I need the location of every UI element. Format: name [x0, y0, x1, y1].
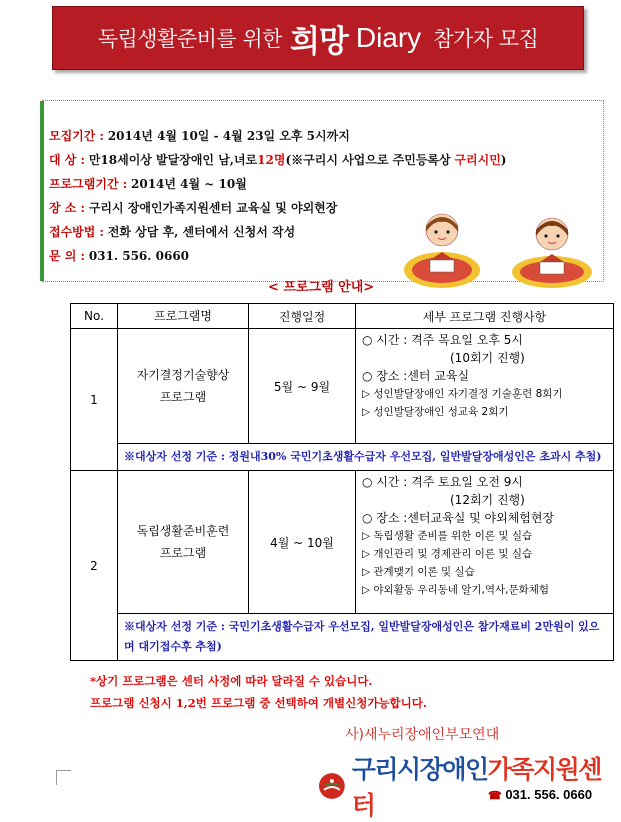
header-no: No. — [71, 304, 118, 329]
title-banner — [52, 6, 584, 70]
info-contact: 문 의 : 031. 556. 0660 — [49, 249, 190, 263]
girl-figure-right — [512, 218, 592, 288]
table-row — [71, 329, 614, 444]
row-schedule: 4월 ~ 10월 — [249, 471, 356, 614]
title-part4: 참가자 모집 — [433, 27, 539, 51]
table-row — [71, 471, 614, 614]
row-no: 2 — [71, 471, 118, 661]
row-detail: ○ 시간 : 격주 토요일 오전 9시 (12회기 진행) ○ 장소 :센터교육실 및 야외체험현장 ▷ 독립생활 준비를 위한 이론 및 실습 ▷ 개인관리 및 경제관리 이론 및 실습 ▷ 관계맺기 이론 및 실습 ▷ 야외활동 우리동네 알기,역사,문화체험 — [356, 471, 614, 614]
org-logo-icon — [318, 772, 346, 800]
org-phone: ☎ 031. 556. 0660 — [488, 787, 593, 802]
row-no: 1 — [71, 329, 118, 471]
program-guide-title: < 프로그램 안내> — [268, 280, 375, 295]
program-table — [70, 303, 614, 661]
phone-icon: ☎ — [488, 790, 502, 802]
footnote-2: 프로그램 신청시 1,2번 프로그램 중 선택하여 개별신청가능합니다. — [90, 696, 427, 710]
row-note: ※대상자 선정 기준 : 정원내30% 국민기초생활수급자 우선모집, 일반발달장애성인은 초과시 추첨) — [118, 444, 614, 471]
kids-illustration — [400, 210, 600, 290]
org-subtitle: 사)새누리장애인부모연대 — [345, 727, 500, 743]
info-period: 모집기간 : 2014년 4월 10일 - 4월 23일 오후 5시까지 — [49, 129, 350, 143]
table-note-row — [71, 614, 614, 661]
org-name: 구리시장애인가족지원센터 — [351, 755, 601, 820]
row-note: ※대상자 선정 기준 : 국민기초생활수급자 우선모집, 일반발달장애성인은 참가재료비 2만원이 있으며 대기접수후 추첨) — [118, 614, 614, 661]
girl-figure-left — [404, 214, 480, 288]
table-note-row — [71, 444, 614, 471]
footnotes — [90, 670, 427, 714]
header-name: 프로그램명 — [118, 304, 249, 329]
header-schedule: 진행일정 — [249, 304, 356, 329]
org-logo-block — [318, 750, 621, 822]
row-schedule: 5월 ~ 9월 — [249, 329, 356, 444]
table-header-row — [71, 304, 614, 329]
info-apply: 접수방법 : 전화 상담 후, 센터에서 신청서 작성 — [49, 225, 296, 239]
header-detail: 세부 프로그램 진행사항 — [356, 304, 614, 329]
row-name: 자기결정기술향상 프로그램 — [118, 329, 249, 444]
corner-mark — [56, 770, 71, 785]
row-detail: ○ 시간 : 격주 목요일 오후 5시 (10회기 진행) ○ 장소 :센터 교육실 ▷ 성인발달장애인 자기결정 기술훈련 8회기 ▷ 성인발달장애인 성교육 2회기 — [356, 329, 614, 444]
info-target: 대 상 : 만18세이상 발달장애인 남,녀로12명(※구리시 사업으로 주민등록상 구리시민) — [49, 153, 507, 167]
green-accent-bar — [40, 101, 44, 281]
footnote-1: *상기 프로그램은 센터 사정에 따라 달라질 수 있습니다. — [90, 674, 373, 688]
title-part1: 독립생활준비를 위한 — [97, 27, 282, 51]
info-program-period: 프로그램기간 : 2014년 4월 ~ 10월 — [49, 177, 247, 191]
title-part2: 희망 — [289, 23, 348, 60]
title-part3: Diary — [355, 22, 422, 53]
info-place: 장 소 : 구리시 장애인가족지원센터 교육실 및 야외현장 — [49, 201, 338, 215]
row-name: 독립생활준비훈련 프로그램 — [118, 471, 249, 614]
